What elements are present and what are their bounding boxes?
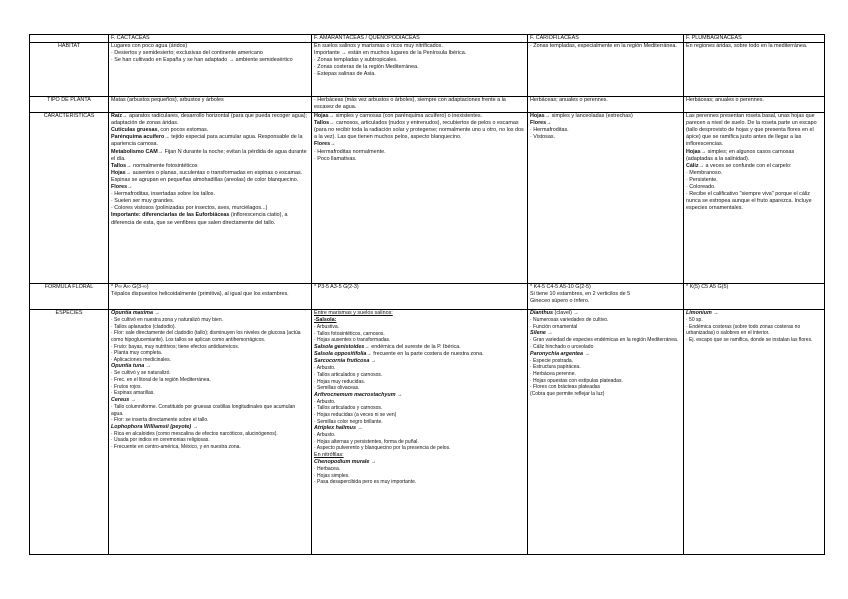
cell-line: En regiones áridas, sobre todo en la mediterránea. — [686, 43, 808, 50]
cell-line — [111, 198, 309, 205]
bold-term: Tallos — [111, 162, 127, 169]
header-row — [30, 35, 825, 43]
species-heading — [111, 310, 309, 317]
cell-line — [314, 156, 525, 163]
species-note — [111, 317, 309, 324]
cell-line — [686, 163, 822, 170]
bold-term: Hojas — [686, 148, 701, 155]
cell-line: En suelos salinos y marismas o ricos muy nitrificados. — [314, 43, 443, 50]
species-note — [111, 357, 309, 364]
line-text: · Especie postrada. — [530, 357, 574, 364]
line-text: · Numerosas variedades de cultivo. — [530, 317, 609, 324]
cell-line: Tépalos dispuestos helicoidalmente (primitiva), al igual que los estambres. — [111, 291, 289, 298]
cell-line — [686, 149, 822, 163]
cell-line: · Desiertos y semidesierto; exclusivas del continente americano — [111, 50, 263, 57]
cell — [528, 113, 684, 284]
line-text: → simples y lanceoladas (estrechas) — [544, 113, 633, 120]
line-text: · Frec. en el litoral de la región Mediterránea. — [111, 377, 211, 384]
row-formula-floral — [30, 284, 825, 310]
bold-term: Hojas — [314, 113, 329, 120]
species-note — [314, 324, 525, 331]
cell-line — [111, 212, 309, 226]
line-text: → simples; en algunos casos carnosas (adaptadas a la salinidad). — [686, 148, 795, 162]
line-text: · Tallos articulados y carnosos. — [314, 371, 383, 378]
cell-line: · Zonas templadas, especialmente en la región Mediterránea. — [530, 43, 677, 50]
line-text: · Hermafroditas normalmente. — [314, 148, 386, 155]
species-note — [314, 365, 525, 372]
species-heading — [111, 424, 309, 431]
line-text: · Tallos fotosintéticos, carnosos. — [314, 330, 385, 337]
line-text: · Hojas simples. — [314, 472, 350, 479]
cell-line: · Zonas costeras de la región Mediterránea. — [314, 64, 419, 71]
bold-term: Hojas — [111, 169, 126, 176]
cell-line — [314, 113, 525, 120]
species-note — [314, 337, 525, 344]
cell — [109, 310, 312, 555]
species-heading — [314, 317, 525, 324]
line-text: Las perennes presentan roseta basal, unas hojas que parecen a nivel de suelo. De la roseta parte un escapo (tallo desprovisto de hojas y que presenta flores en el ápice) que se ramifica justo antes de llegar a las inflorescencias. — [686, 113, 817, 148]
cell-line — [530, 134, 681, 141]
cell-line — [530, 113, 681, 120]
cell-line: · Se han cultivado en España y se han adaptado → ambiente semidesértico — [111, 57, 293, 64]
species-note — [314, 412, 525, 419]
species-heading — [314, 344, 525, 351]
line-text: · Arbusto. — [314, 365, 336, 372]
species-note — [314, 473, 525, 480]
row-especies — [30, 310, 825, 555]
species-heading — [530, 330, 681, 337]
line-rest: (clavel) → — [553, 310, 579, 317]
line-text: → normalmente fotosintéticos — [126, 162, 198, 169]
species-note — [314, 466, 525, 473]
cell — [684, 43, 825, 97]
line-text: · Hojas opuestas con estípulas plateadas. — [530, 377, 623, 384]
cell-line: * K(5) C5 A5 G(5) — [686, 284, 729, 291]
line-text: Lophophora Williamsii (peyote) → — [111, 423, 199, 430]
line-text: Cereus → — [111, 396, 137, 403]
line-text: · Cáliz hinchado o urceolado — [530, 344, 594, 351]
species-note — [111, 370, 309, 377]
line-text: · Flores con brácteas plateadas — [530, 384, 601, 391]
line-text: Opuntia maxima → — [111, 310, 160, 317]
cell-line — [111, 127, 309, 134]
cell — [312, 113, 528, 284]
cell — [684, 310, 825, 555]
cell-line — [111, 205, 309, 212]
species-note — [530, 384, 681, 391]
line-text: → carnosos, articulados (nudos y entrenudos), recubiertos de pelos o escamas (para no recibir toda la radiación solar y protegerse; normalmente uno u otro, no los dos a la vez). Las que tienen muchos pelos, aspecto blanquecino. — [314, 120, 524, 141]
line-text: Chenopodium murale → — [314, 459, 377, 466]
species-note — [530, 378, 681, 385]
line-text: (Cobra que permite reflejar la luz) — [530, 390, 605, 397]
cell — [312, 310, 528, 555]
line-text: · Fruto: bayas, muy nutritivos; tiene efectos antidiarreicos. — [111, 343, 240, 350]
cell-line: · Herbáceas (más vez arbustos o árboles), siempre con adaptaciones frente a la escasez de agua. — [314, 97, 506, 111]
species-note — [686, 324, 822, 337]
line-text: · Vistosas. — [530, 134, 556, 141]
species-note — [314, 399, 525, 406]
line-text: · Arbustiva. — [314, 324, 340, 331]
species-note — [111, 384, 309, 391]
line-text: , con pocos estomas. — [157, 127, 209, 134]
line-rest: → frecuente en la parte costera de nuestra zona. — [366, 351, 484, 358]
species-heading — [530, 310, 681, 317]
line-text: → aparatos radiculares, desarrollo horizontal (para que pueda recoger agua); adaptación de zonas áridas. — [111, 113, 307, 127]
row-habitat — [30, 43, 825, 97]
species-note — [314, 419, 525, 426]
species-note — [530, 391, 681, 398]
cell-line — [111, 170, 309, 184]
line-text: Opuntia tuna → — [111, 363, 152, 370]
header-empty — [30, 35, 109, 43]
cell — [528, 284, 684, 310]
species-note — [530, 317, 681, 324]
cell-line — [530, 120, 681, 127]
cell-line — [686, 184, 822, 191]
line-text: · Herbácea perenne. — [530, 370, 576, 377]
bold-term: Cutículas gruesas — [111, 127, 158, 134]
species-heading — [314, 351, 525, 358]
species-note — [314, 445, 525, 452]
line-text: · Hermafroditas, insertadas sobre los tallos. — [111, 191, 215, 198]
line-text: · Arbusto. — [314, 432, 336, 439]
species-note — [111, 377, 309, 384]
species-note — [530, 324, 681, 331]
line-text: · Estructura papirácea. — [530, 364, 581, 371]
species-note — [314, 479, 525, 486]
line-text: (inflorescencia ciatio), a diferencia de esta, que se venfibres que salen directamente del tallo. — [111, 212, 288, 226]
line-text: · Membranoso. — [686, 169, 723, 176]
cell-line — [314, 141, 525, 148]
line-text: · Se cultivó en nuestra zona y naturalizó muy bien. — [111, 317, 224, 324]
line-text: Sarcocornia fruticosa → — [314, 358, 377, 365]
bold-term: Hojas — [530, 113, 545, 120]
line-text: · Hermafroditas. — [530, 127, 569, 134]
cell — [684, 284, 825, 310]
bold-term: Importante: diferenciarlas de las Euforbiáceas — [111, 212, 230, 219]
cell — [528, 43, 684, 97]
line-text: · Hojas ausentes o transformadas. — [314, 337, 391, 344]
line-text: Paronychia argentea → — [530, 350, 590, 357]
line-text: → — [127, 184, 133, 191]
species-note — [686, 337, 822, 344]
line-text: · Aspecto pulverento y blanquecino por la presencia de pelos. — [314, 445, 451, 452]
line-text: · Frecuente en centro-américa, México, y en nuestra zona. — [111, 443, 241, 450]
line-text: · Semillas color negro brillante. — [314, 418, 383, 425]
line-text: → — [546, 120, 552, 127]
line-text: · Hojas reducidas (a veces ni se ven) — [314, 412, 397, 418]
cell-line — [686, 191, 822, 212]
cell-line — [686, 177, 822, 184]
bold-term: Flores — [314, 141, 331, 148]
line-text: · Tallos articulados y carnosos. — [314, 405, 383, 412]
cell — [109, 284, 312, 310]
line-text: → — [330, 141, 336, 148]
line-text: · Coloreado. — [686, 184, 716, 191]
line-text: → a veces se confunde con el carpelo: — [698, 162, 792, 169]
line-text: Silene → — [530, 330, 553, 337]
cell-line — [111, 184, 309, 191]
species-heading — [314, 392, 525, 399]
line-text: · Semillas olivaceas. — [314, 385, 360, 392]
header-cariofilaceas: F. CARIOFILÁCEAS — [528, 35, 684, 43]
line-text: En nitrófilas: — [314, 452, 344, 459]
line-text: · 50 sp. — [686, 317, 703, 324]
line-text: · Flor: se inserta directamente sobre el tallo. — [111, 417, 209, 424]
species-note — [111, 431, 309, 438]
line-text: → Fijan N durante la noche; evitan la pérdida de agua durante el día. — [111, 148, 307, 162]
species-note — [314, 385, 525, 392]
cell — [109, 113, 312, 284]
cell-line: · Estepas salinas de Asia. — [314, 71, 376, 78]
cell-line: Lugares con poco agua (áridos) — [111, 43, 188, 50]
species-heading — [530, 351, 681, 358]
line-text: Salsola oppositifolia — [314, 351, 367, 358]
line-text: → tejido especial para acumular agua. Responsable de la apariencia carnosa. — [111, 134, 303, 148]
species-note — [111, 324, 309, 331]
line-text: · Función ornamental — [530, 323, 578, 330]
species-note — [530, 344, 681, 351]
species-heading — [314, 425, 525, 432]
line-text: · Poco llamativas. — [314, 155, 357, 162]
line-text: Arthrocnemum macrostachyum → — [314, 391, 403, 398]
bold-term: Flores — [530, 120, 547, 127]
cell: Matas (arbustos pequeños), arbustos y árboles — [109, 97, 312, 113]
line-text: Entre marismas y suelos salinos: — [314, 310, 393, 317]
cell: Herbáceas; anuales o perennes. — [528, 97, 684, 113]
bold-term: Cáliz — [686, 162, 699, 169]
species-heading — [314, 459, 525, 466]
cell-line — [686, 113, 822, 148]
header-cactaceas: F. CACTÁCEAS — [109, 35, 312, 43]
cell-line: Importante → están en muchos lugares de la Península Ibérica. — [314, 50, 467, 57]
line-text: · Se cultivó y se naturalizó. — [111, 370, 171, 377]
line-text: → ausentes o planas, suculentas o transformadas en espinas o escamas. Espinas se agrupan en pequeñas almohadillas (areolas) de color blanquecino. — [111, 169, 303, 183]
line-text: · Gran variedad de especies endémicas en la región Mediterránea. — [530, 337, 679, 344]
line-text: · Endémica costeras (sobre todo zonas costeras no urbanizadas) o salobres en el interior. — [686, 323, 801, 337]
species-note — [686, 317, 822, 324]
header-plumbaginaceas: F. PLUMBAGINÁCEAS — [684, 35, 825, 43]
species-note — [111, 344, 309, 351]
line-text: · Tallo columniforme. Constituido por gruesas costillas longitudinales que acumulan agua. — [111, 403, 296, 417]
cell-line — [111, 134, 309, 148]
row-caracteristicas — [30, 113, 825, 284]
row-tipo-planta — [30, 97, 825, 113]
cell-line: * K4-5 C4-5 A5-10 G(2-5) — [530, 284, 591, 291]
species-heading — [111, 363, 309, 370]
cell — [528, 310, 684, 555]
line-text: Limonium → — [686, 310, 719, 317]
line-text: -Salsola: — [314, 317, 337, 324]
cell — [109, 43, 312, 97]
line-text: → simples y carnosas (con parénquima acuífero) o inexistentes. — [328, 113, 483, 120]
line-text: · Rica en alcaloides (como mescalina de efectos narcóticos, alucinógenos). — [111, 430, 278, 437]
line-text: · Flor: sale directamente del cladodio (tallo); disminuyen los niveles de glucosa (actúa como hipoglucemiante). Los tallos se aplican como antihemorrágicos. — [111, 330, 301, 343]
species-note — [530, 371, 681, 378]
line-text: · Espinas amarillas. — [111, 390, 155, 397]
cell-line — [111, 149, 309, 163]
row-label: HÁBITAT — [30, 43, 109, 97]
line-text: · Persistente. — [686, 176, 718, 183]
cell — [312, 43, 528, 97]
species-note — [314, 372, 525, 379]
cell-line — [314, 120, 525, 141]
cell-line — [111, 191, 309, 198]
cell-line — [111, 163, 309, 170]
species-heading — [314, 452, 525, 459]
species-note — [530, 358, 681, 365]
line-text: · Pasa desapercibida pero es muy importante. — [314, 479, 417, 486]
species-heading — [314, 358, 525, 365]
line-text: · Ej. escapo que se ramifica, donde se instalan las flores. — [686, 336, 813, 343]
species-note — [111, 390, 309, 397]
bold-term: Raíz — [111, 113, 123, 120]
cell — [312, 284, 528, 310]
line-text: · Colores vistosos (polinizadas por insectos, aves, murciélagos...) — [111, 205, 268, 212]
line-text: · Planta muy completa. — [111, 350, 163, 357]
line-text: · Usada por indios en ceremonias religiosas. — [111, 437, 210, 444]
species-heading — [314, 310, 525, 317]
species-note — [314, 379, 525, 386]
row-label: ESPECIES — [30, 310, 109, 555]
species-note — [111, 330, 309, 343]
line-text: · Frutos rojos. — [111, 383, 142, 390]
row-label: TIPO DE PLANTA — [30, 97, 109, 113]
bold-term: Flores — [111, 184, 128, 191]
cell-line: * P3-5 A3-5 G(2-3) — [314, 284, 359, 291]
row-label: CARACTERÍSTICAS — [30, 113, 109, 284]
line-text: · Arbusto. — [314, 398, 336, 405]
species-note — [314, 439, 525, 446]
line-text: · Recibe el calificativo "siempre viva" porque el cáliz nunca se estropea aunque el fruto aparezca. Incluye especies ornamentales. — [686, 191, 812, 212]
line-text: · Hojas alternas y persistentes, forma de puñal. — [314, 438, 419, 445]
cell-line — [111, 113, 309, 127]
species-note — [314, 432, 525, 439]
line-text: · Tallos aplanados (cladodio). — [111, 323, 176, 330]
line-text: · Hojas muy reducidas. — [314, 378, 366, 385]
species-note — [111, 350, 309, 357]
species-note — [111, 404, 309, 417]
cell-line: Gineceo súpero o ínfero. — [530, 298, 590, 305]
species-note — [314, 405, 525, 412]
bold-term: Metabolismo CAM — [111, 148, 158, 155]
line-text: · Herbacea. — [314, 466, 341, 473]
species-heading — [111, 397, 309, 404]
bold-term: Parénquima acuífero — [111, 134, 165, 141]
line-text: Dianthus — [530, 310, 554, 317]
species-note — [530, 364, 681, 371]
cell-line — [314, 149, 525, 156]
cell-line: * P∞ A∞ G(3-∞) — [111, 284, 149, 291]
cell-line: · Zonas templadas y subtropicales. — [314, 57, 398, 64]
species-note — [530, 337, 681, 344]
cell — [684, 113, 825, 284]
cell: Herbáceas; anuales o perennes. — [684, 97, 825, 113]
line-text: Salsola genistoides — [314, 344, 365, 351]
species-heading — [686, 310, 822, 317]
line-text: · Aplicaciones medicinales. — [111, 356, 172, 363]
botany-families-table — [29, 34, 825, 555]
cell-line — [686, 170, 822, 177]
species-note — [111, 417, 309, 424]
species-note — [111, 437, 309, 444]
cell — [312, 97, 528, 113]
species-note — [111, 444, 309, 451]
species-note — [314, 331, 525, 338]
line-text: · Suelen ser muy grandes. — [111, 198, 175, 205]
line-rest: → endémica del sureste de la P. Ibérica. — [364, 344, 461, 351]
line-text: Atriplex halimus → — [314, 425, 363, 432]
bold-term: Tallos — [314, 120, 330, 127]
cell-line — [530, 127, 681, 134]
header-amarantaceas: F. AMARANTÁCEAS / QUENOPODIÁCEAS — [312, 35, 528, 43]
row-label: FÓRMULA FLORAL — [30, 284, 109, 310]
cell-line: Si tiene 10 estambres, en 2 verticilos de 5 — [530, 291, 631, 298]
